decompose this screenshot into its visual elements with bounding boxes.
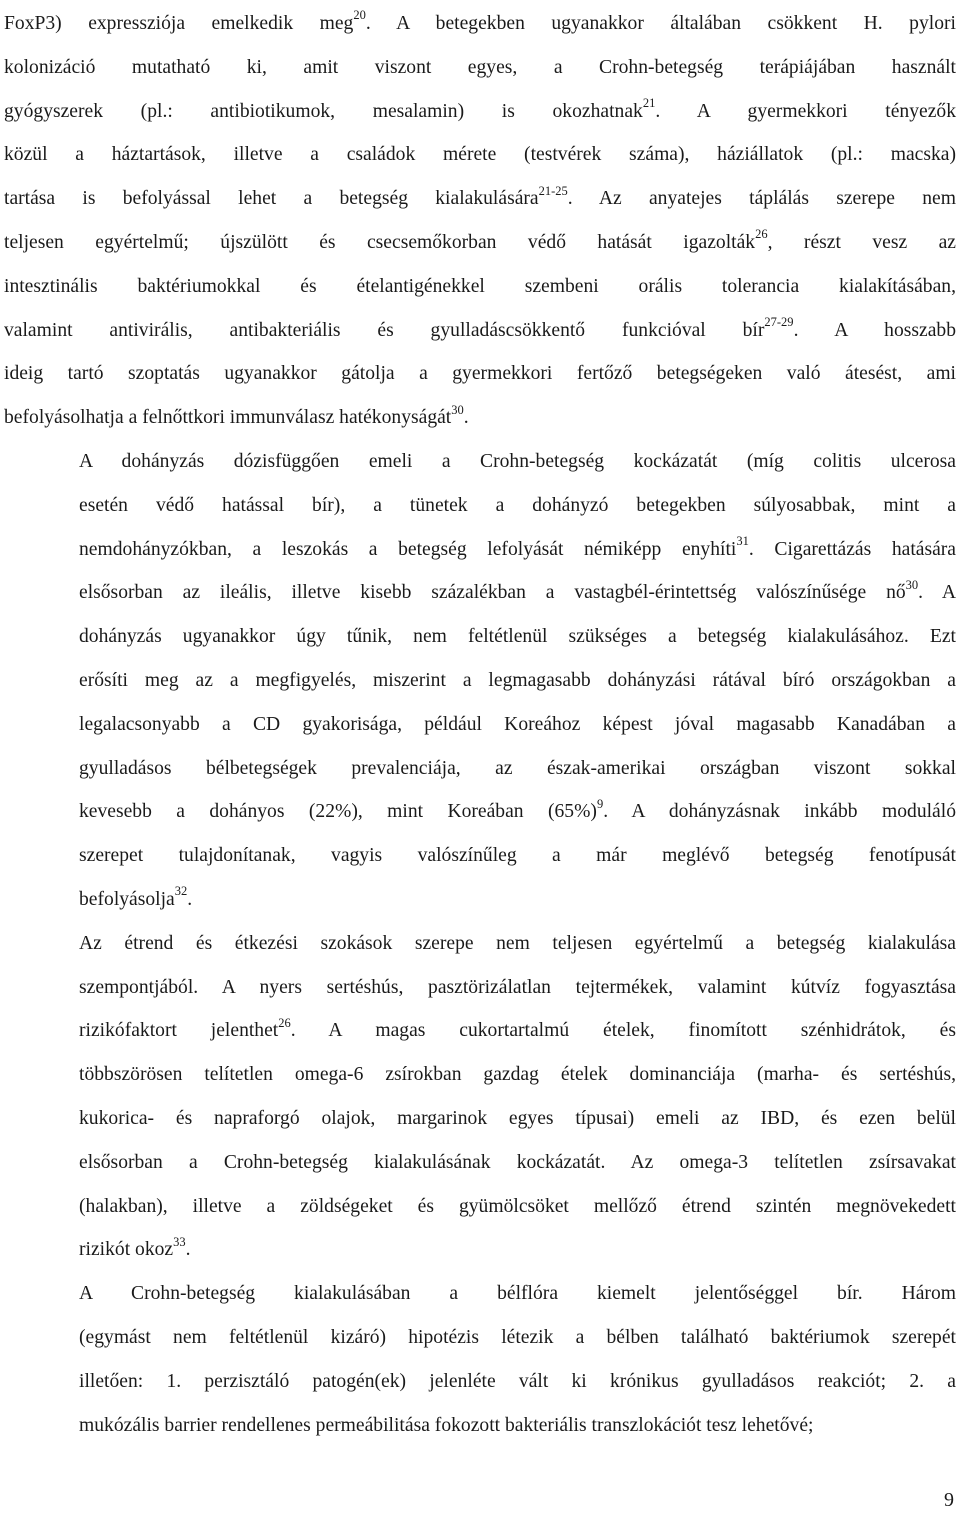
text-run: befolyásolhatja a felnőttkori immunválasz hatékonyságát [4, 407, 452, 429]
text-line [4, 133, 956, 177]
text-run: . A [918, 582, 956, 604]
text-run: gyógyszerek (pl.: antibiotikumok, mesalamin) is okozhatnak [4, 100, 643, 122]
text-line [4, 1272, 956, 1316]
citation-superscript: 20 [353, 8, 366, 23]
text-run: esetén védő hatással bír), a tünetek a dohányzó betegekben súlyosabbak, mint a [79, 494, 956, 516]
citation-superscript: 31 [736, 534, 749, 549]
text-line [4, 571, 956, 615]
text-line [4, 440, 956, 484]
paragraph [4, 922, 956, 1272]
paragraph [4, 440, 956, 922]
text-run: . A gyermekkori tényezők [655, 100, 957, 122]
text-line [4, 309, 956, 353]
text-line [4, 1316, 956, 1360]
page-number: 9 [944, 1489, 954, 1511]
text-line [4, 1053, 956, 1097]
text-line [4, 703, 956, 747]
text-line [4, 922, 956, 966]
text-run: Az étrend és étkezési szokások szerepe nem teljesen egyértelmű a betegség kialakulása [79, 932, 956, 954]
text-run: legalacsonyabb a CD gyakorisága, például Koreához képest jóval magasabb Kanadában a [79, 713, 956, 735]
text-run: . A dohányzásnak inkább moduláló [603, 801, 956, 823]
text-run: illetően: 1. perzisztáló patogén(ek) jelenléte vált ki krónikus gyulladásos reakciót; 2. a [79, 1370, 956, 1392]
body-text [4, 2, 956, 1447]
text-run: szempontjából. A nyers sertéshús, pasztörizálatlan tejtermékek, valamint kútvíz fogyasztása [79, 976, 956, 998]
text-line [4, 177, 956, 221]
text-line [4, 265, 956, 309]
text-line [4, 1360, 956, 1404]
citation-superscript: 26 [755, 227, 768, 242]
text-line [4, 352, 956, 396]
text-line [4, 1185, 956, 1229]
text-run: teljesen egyértelmű; újszülött és csecsemőkorban védő hatását igazolták [4, 231, 756, 253]
text-run: (egymást nem feltétlenül kizáró) hipotézis létezik a bélben található baktériumok szerepét [79, 1326, 956, 1348]
text-line [4, 221, 956, 265]
text-line [4, 90, 956, 134]
text-line [4, 1097, 956, 1141]
citation-superscript: 21-25 [538, 183, 568, 198]
text-line [4, 1404, 956, 1448]
text-line [4, 615, 956, 659]
text-run: szerepet tulajdonítanak, vagyis valószínűleg a már meglévő betegség fenotípusát [79, 845, 956, 867]
text-run: befolyásolja [79, 888, 175, 910]
text-run: A Crohn-betegség kialakulásában a bélflóra kiemelt jelentőséggel bír. Három [79, 1283, 956, 1305]
text-run: . A magas cukortartalmú ételek, finomított szénhidrátok, és [290, 1020, 956, 1042]
text-run: kolonizáció mutatható ki, amit viszont egyes, a Crohn-betegség terápiájában használt [4, 56, 956, 78]
text-run: gyulladásos bélbetegségek prevalenciája, az észak-amerikai országban viszont sokkal [79, 757, 956, 779]
text-run: A dohányzás dózisfüggően emeli a Crohn-betegség kockázatát (míg colitis ulcerosa [79, 450, 956, 472]
text-run: intesztinális baktériumokkal és ételantigénekkel szembeni orális tolerancia kialakításában, [4, 275, 956, 297]
text-run: mukózális barrier rendellenes permeábilitása fokozott bakteriális transzlokációt tesz lehetővé; [79, 1414, 814, 1436]
citation-superscript: 33 [173, 1234, 186, 1249]
citation-superscript: 21 [642, 96, 656, 111]
paragraph [4, 2, 956, 440]
text-run: ideig tartó szoptatás ugyanakkor gátolja a gyermekkori fertőző betegségeken való átesést, ami [4, 363, 956, 385]
text-run: FoxP3) expressziója emelkedik meg [4, 13, 354, 34]
text-run: . [463, 407, 469, 429]
citation-superscript: 32 [174, 884, 188, 899]
text-run: rizikófaktort jelenthet [79, 1020, 279, 1042]
text-run: (halakban), illetve a zöldségeket és gyümölcsöket mellőző étrend szintén megnövekedett [79, 1195, 956, 1217]
text-line [4, 396, 956, 440]
text-line [4, 1009, 956, 1053]
text-run: . Cigarettázás hatására [748, 538, 957, 560]
text-run: erősíti meg az a megfigyelés, miszerint a legmagasabb dohányzási rátával bíró országokban a [79, 669, 956, 691]
text-line [4, 966, 956, 1010]
text-line [4, 790, 956, 834]
text-run: rizikót okoz [79, 1239, 174, 1261]
text-run: közül a háztartások, illetve a családok mérete (testvérek száma), háziállatok (pl.: macska) [4, 144, 956, 166]
text-run: , részt vesz az [767, 231, 956, 253]
text-line [4, 659, 956, 703]
text-run: . [187, 888, 193, 910]
text-run: tartása is befolyással lehet a betegség kialakulására [4, 188, 539, 210]
text-line [4, 528, 956, 572]
text-line [4, 1141, 956, 1185]
text-run: nemdohányzókban, a leszokás a betegség lefolyását némiképp enyhíti [79, 538, 737, 560]
text-run: elsősorban a Crohn-betegség kialakulásának kockázatát. Az omega-3 telítetlen zsírsavakat [79, 1151, 956, 1173]
text-run: . A betegekben ugyanakkor általában csökkent H. pylori [365, 13, 956, 34]
citation-superscript: 30 [451, 402, 464, 417]
text-run: többszörösen telítetlen omega-6 zsírokban gazdag ételek dominanciája (marha- és sertéshús, [79, 1064, 956, 1086]
text-run: . A hosszabb [793, 319, 956, 341]
text-run: . Az anyatejes táplálás szerepe nem [567, 188, 956, 210]
text-run: kukorica- és napraforgó olajok, margarinok egyes típusai) emeli az IBD, és ezen belül [79, 1107, 956, 1129]
text-run: kevesebb a dohányos (22%), mint Koreában (65%) [79, 801, 597, 823]
text-run: . [185, 1239, 191, 1261]
text-line [4, 747, 956, 791]
citation-superscript: 9 [596, 796, 604, 811]
citation-superscript: 27-29 [764, 315, 794, 330]
citation-superscript: 30 [905, 577, 919, 592]
text-run: elsősorban az ileális, illetve kisebb százalékban a vastagbél-érintettség valószínűsége nő [79, 582, 906, 604]
text-run: dohányzás ugyanakkor úgy tűnik, nem feltétlenül szükséges a betegség kialakulásához. Ezt [79, 626, 956, 648]
text-line [4, 834, 956, 878]
paragraph [4, 1272, 956, 1447]
text-line [4, 1228, 956, 1272]
text-line [4, 878, 956, 922]
text-line [4, 484, 956, 528]
text-run: valamint antivirális, antibakteriális és gyulladáscsökkentő funkcióval bír [4, 319, 765, 341]
text-line [4, 2, 956, 46]
citation-superscript: 26 [278, 1015, 291, 1030]
text-line [4, 46, 956, 90]
